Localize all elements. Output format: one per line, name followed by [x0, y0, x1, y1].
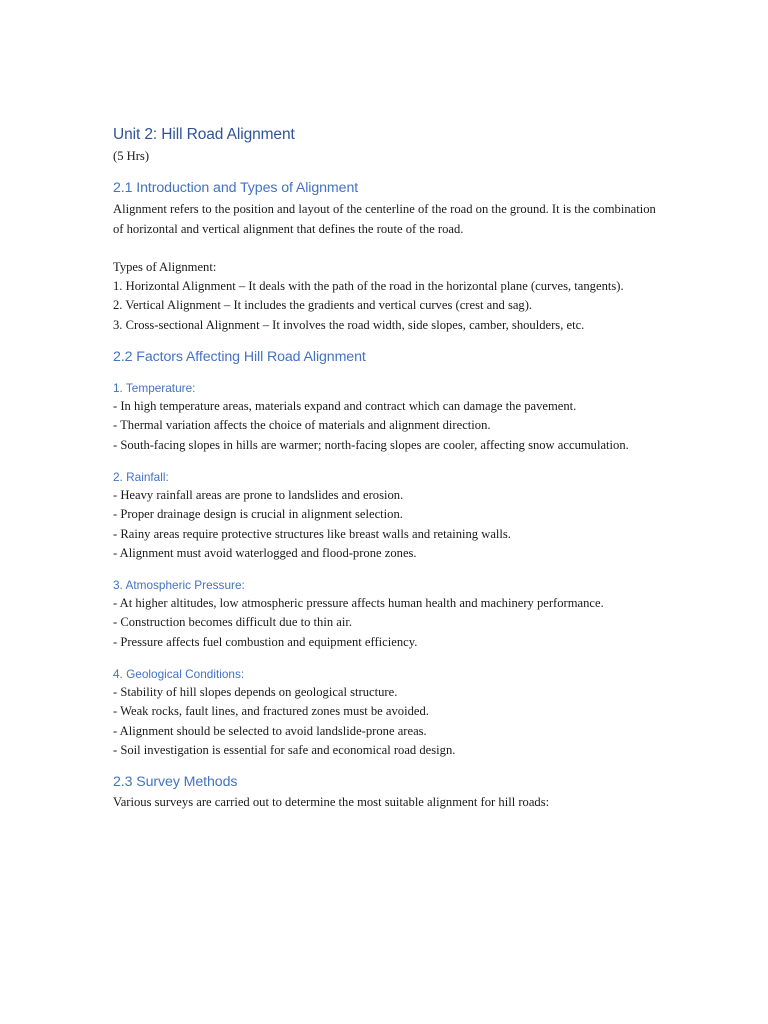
- factor-2-point-3: - Rainy areas require protective structures like breast walls and retaining walls.: [113, 526, 511, 541]
- duration-text: (5 Hrs): [113, 149, 150, 163]
- factor-4-point-3: - Alignment should be selected to avoid landslide-prone areas.: [113, 723, 427, 738]
- factor-3-heading: 3. Atmospheric Pressure:: [113, 578, 245, 593]
- section-3-heading: 2.3 Survey Methods: [113, 774, 238, 791]
- factor-1-point-1: - In high temperature areas, materials expand and contract which can damage the pavement.: [113, 399, 577, 414]
- section-2-heading: 2.2 Factors Affecting Hill Road Alignment: [113, 349, 366, 366]
- factor-4-point-2: - Weak rocks, fault lines, and fractured zones must be avoided.: [113, 704, 429, 719]
- type-item-3: 3. Cross-sectional Alignment – It involves the road width, side slopes, camber, shoulders, etc.: [113, 317, 585, 332]
- section-1-intro: Alignment refers to the position and layout of the centerline of the road on the ground. It is the combination of horizontal and vertical alignment that defines the route of the road.: [113, 202, 656, 236]
- type-item-2: 2. Vertical Alignment – It includes the gradients and vertical curves (crest and sag).: [113, 298, 533, 313]
- factor-2-heading: 2. Rainfall:: [113, 469, 169, 484]
- section-3-intro: Various surveys are carried out to determine the most suitable alignment for hill roads:: [113, 795, 550, 810]
- type-item-1: 1. Horizontal Alignment – It deals with the path of the road in the horizontal plane (curves, tangents).: [113, 279, 624, 294]
- document-page: [113, 123, 658, 813]
- factor-3-point-1: - At higher altitudes, low atmospheric pressure affects human health and machinery performance.: [113, 596, 604, 611]
- factor-2-point-1: - Heavy rainfall areas are prone to landslides and erosion.: [113, 487, 404, 502]
- factor-4-heading: 4. Geological Conditions:: [113, 667, 245, 682]
- factor-4-point-1: - Stability of hill slopes depends on geological structure.: [113, 685, 398, 700]
- section-1-heading: 2.1 Introduction and Types of Alignment: [113, 180, 359, 197]
- types-label: Types of Alignment:: [113, 259, 217, 274]
- factor-1-point-2: - Thermal variation affects the choice of materials and alignment direction.: [113, 418, 491, 433]
- document-title: Unit 2: Hill Road Alignment: [113, 126, 295, 143]
- factor-2-point-2: - Proper drainage design is crucial in alignment selection.: [113, 507, 403, 522]
- factor-4-point-4: - Soil investigation is essential for safe and economical road design.: [113, 742, 456, 757]
- factor-1-point-3: - South-facing slopes in hills are warmer; north-facing slopes are cooler, affecting snow accumulation.: [113, 437, 629, 452]
- factor-3-point-3: - Pressure affects fuel combustion and equipment efficiency.: [113, 634, 418, 649]
- factor-3-point-2: - Construction becomes difficult due to thin air.: [113, 615, 353, 630]
- factor-1-heading: 1. Temperature:: [113, 381, 196, 396]
- factor-2-point-4: - Alignment must avoid waterlogged and flood-prone zones.: [113, 545, 417, 560]
